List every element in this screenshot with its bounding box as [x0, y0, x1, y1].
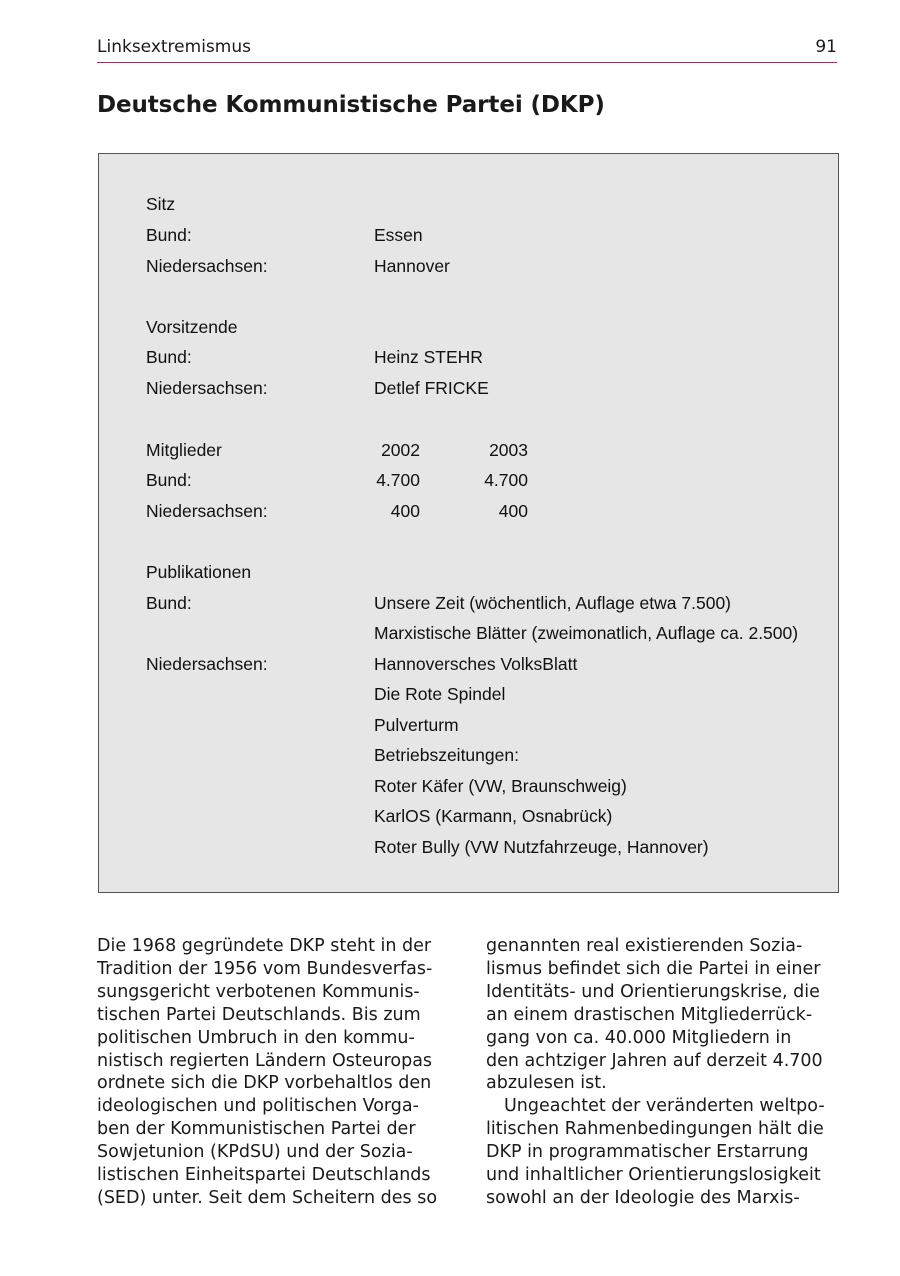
text-line: Identitäts- und Orientierungskrise, die — [486, 981, 820, 1002]
vorsitzende-nds-label: Niedersachsen: — [146, 378, 268, 398]
body-paragraph — [486, 935, 836, 1095]
text-line: politischen Umbruch in den kommu- — [97, 1027, 415, 1048]
publikation-item: KarlOS (Karmann, Osnabrück) — [374, 806, 613, 826]
text-line: den achtziger Jahren auf derzeit 4.700 — [486, 1050, 823, 1071]
fact-box — [98, 153, 839, 893]
page-title: Deutsche Kommunistische Partei (DKP) — [97, 92, 605, 118]
mitglieder-bund-2002: 4.700 — [376, 470, 420, 490]
text-line: sungsgericht verbotenen Kommunis- — [97, 981, 420, 1002]
text-line: tischen Partei Deutschlands. Bis zum — [97, 1004, 421, 1025]
publikation-item: Die Rote Spindel — [374, 684, 506, 704]
text-line: DKP in programmatischer Erstarrung — [486, 1142, 809, 1163]
mitglieder-year-2002: 2002 — [381, 440, 420, 460]
text-line: litischen Rahmenbedingungen hält die — [486, 1119, 824, 1140]
text-line: ordnete sich die DKP vorbehaltlos den — [97, 1073, 432, 1094]
section-title: Linksextremismus — [97, 37, 251, 57]
running-header — [97, 34, 837, 63]
mitglieder-nds-label: Niedersachsen: — [146, 501, 268, 521]
vorsitzende-heading: Vorsitzende — [146, 317, 238, 337]
body-paragraph — [486, 1095, 836, 1210]
text-line: Tradition der 1956 vom Bundesverfas- — [97, 958, 433, 979]
publikation-item: Unsere Zeit (wöchentlich, Auflage etwa 7.500) — [374, 593, 731, 613]
publikationen-nds-label: Niedersachsen: — [146, 654, 268, 674]
publikationen-bund-label: Bund: — [146, 593, 192, 613]
text-line: nistisch regierten Ländern Osteuropas — [97, 1050, 433, 1071]
vorsitzende-nds-value: Detlef FRICKE — [374, 378, 489, 398]
vorsitzende-bund-label: Bund: — [146, 347, 192, 367]
body-column-left — [97, 935, 447, 1210]
publikation-item: Betriebszeitungen: — [374, 745, 519, 765]
mitglieder-nds-2003: 400 — [498, 501, 528, 521]
mitglieder-nds-2002: 400 — [390, 501, 420, 521]
vorsitzende-bund-value: Heinz STEHR — [374, 347, 483, 367]
sitz-nds-label: Niedersachsen: — [146, 256, 268, 276]
text-line: genannten real existierenden Sozia- — [486, 936, 803, 956]
text-line: listischen Einheitspartei Deutschlands — [97, 1165, 431, 1186]
text-line: (SED) unter. Seit dem Scheitern des so — [97, 1187, 438, 1208]
publikation-item: Roter Bully (VW Nutzfahrzeuge, Hannover) — [374, 837, 709, 857]
text-line: sowohl an der Ideologie des Marxis- — [486, 1187, 800, 1208]
text-line: Sowjetunion (KPdSU) und der Sozia- — [97, 1142, 413, 1163]
body-paragraph — [97, 935, 447, 1210]
sitz-bund-value: Essen — [374, 225, 423, 245]
mitglieder-bund-2003: 4.700 — [484, 470, 528, 490]
text-line: und inhaltlicher Orientierungslosigkeit — [486, 1165, 821, 1186]
sitz-bund-label: Bund: — [146, 225, 192, 245]
publikation-item: Hannoversches VolksBlatt — [374, 654, 578, 674]
publikation-item: Roter Käfer (VW, Braunschweig) — [374, 776, 627, 796]
publikation-item: Pulverturm — [374, 715, 459, 735]
text-line: Die 1968 gegründete DKP steht in der — [97, 936, 432, 956]
mitglieder-year-2003: 2003 — [489, 440, 528, 460]
text-line: an einem drastischen Mitgliederrück- — [486, 1004, 813, 1025]
mitglieder-bund-label: Bund: — [146, 470, 192, 490]
sitz-nds-value: Hannover — [374, 256, 450, 276]
page-number: 91 — [815, 37, 837, 57]
body-column-right — [486, 935, 836, 1210]
sitz-heading: Sitz — [146, 194, 176, 214]
text-line: ideologischen und politischen Vorga- — [97, 1096, 419, 1117]
text-line: lismus befindet sich die Partei in einer — [486, 958, 821, 979]
text-line: gang von ca. 40.000 Mitgliedern in — [486, 1027, 792, 1048]
mitglieder-heading: Mitglieder — [146, 440, 222, 460]
publikationen-heading: Publikationen — [146, 562, 252, 582]
publikation-item: Marxistische Blätter (zweimonatlich, Auflage ca. 2.500) — [374, 623, 799, 643]
text-line: abzulesen ist. — [486, 1073, 607, 1094]
text-line: Ungeachtet der veränderten weltpo- — [504, 1096, 825, 1117]
text-line: ben der Kommunistischen Partei der — [97, 1119, 416, 1140]
